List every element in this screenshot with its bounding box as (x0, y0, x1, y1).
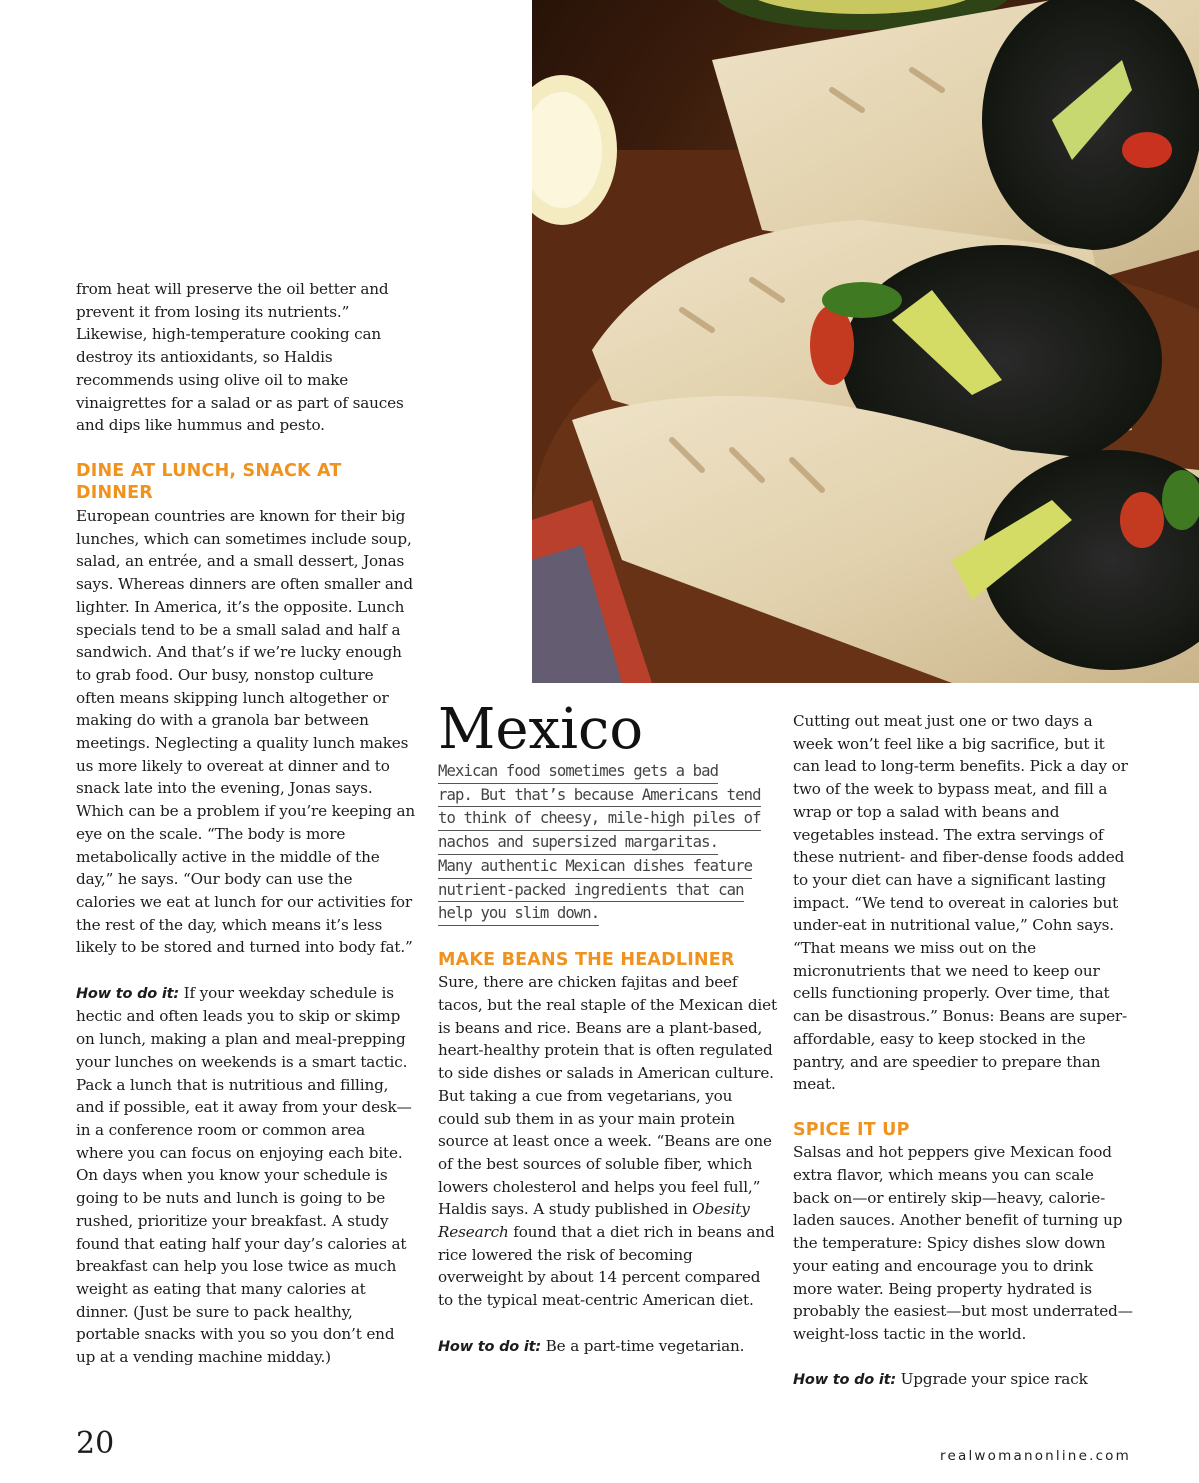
how-to-label: How to do it: (438, 1338, 541, 1355)
heading-beans: MAKE BEANS THE HEADLINER (438, 949, 735, 970)
page-number: 20 (76, 1426, 115, 1461)
paragraph-beans (438, 971, 778, 1312)
section-title-mexico: Mexico (438, 697, 644, 762)
intro-line: Many authentic Mexican dishes feature (438, 855, 752, 879)
how-to-text: Be a part-time vegetarian. (540, 1336, 745, 1355)
heading-spice: SPICE IT UP (793, 1119, 910, 1140)
paragraph-how-to-beans (438, 1335, 778, 1359)
burrito-illustration (532, 0, 1199, 683)
how-to-text: Upgrade your spice rack (895, 1370, 1088, 1389)
paragraph-spice: Salsas and hot peppers give Mexican food extra flavor, which means you can scale back on—or entirely skip—heavy, calorie-laden sauces. Another benefit of turning up the temperature: Spicy dishes slow down your eating and encourage you to drink more water. Being property hydrated is probably the easiest—but most underrated—weight-loss tactic in the world. (793, 1143, 1133, 1343)
intro-line: Mexican food sometimes gets a bad (438, 760, 718, 784)
site-url: realwomanonline.com (940, 1448, 1131, 1464)
heading-dine-at-lunch: DINE AT LUNCH, SNACK AT DINNER (76, 460, 342, 504)
how-to-text: If your weekday schedule is hectic and often leads you to skip or skimp on lunch, making a plan and meal-prepping your lunches on weekends is a smart tactic. Pack a lunch that is nutritious and filling, and if possible, eat it away from your desk—in a conference room or common area where you can focus on enjoying each bite. On days when you know your schedule is going to be nuts and lunch is going to be rushed, prioritize your breakfast. A study found that eating half your day’s calories at breakfast can help you lose twice as much weight as eating that many calories at dinner. (Just be sure to pack healthy, portable snacks with you so you don’t end up at a vending machine midday.) (76, 983, 412, 1367)
paragraph-how-to-lunch (76, 982, 416, 1369)
paragraph-beans-text-b: found that a diet rich in beans and rice lowered the risk of becoming overweight by about 14 percent compared to the typical meat-centric American diet. (438, 1223, 775, 1310)
intro-line: rap. But that’s because Americans tend (438, 784, 761, 808)
how-to-label: How to do it: (76, 985, 179, 1002)
column-right (793, 710, 1133, 1392)
intro-line: to think of cheesy, mile-high piles of (438, 807, 761, 831)
paragraph-beans-text-a: Sure, there are chicken fajitas and beef tacos, but the real staple of the Mexican diet is beans and rice. Beans are a plant-based, heart-healthy protein that is often regulated to side dishes or salads in American culture. But taking a cue from vegetarians, you could sub them in as your main protein source at least once a week. “Beans are one of the best sources of soluble fiber, which lowers cholesterol and helps you feel full,” Haldis says. A study published in (438, 973, 777, 1219)
column-middle (438, 697, 778, 1358)
intro-line: nachos and supersized margaritas. (438, 831, 718, 855)
section-intro (438, 760, 778, 926)
paragraph-how-to-spice (793, 1368, 1133, 1392)
burrito-photo (532, 0, 1199, 683)
journal-title: Obesity Research (438, 1200, 750, 1242)
intro-line: help you slim down. (438, 902, 599, 926)
paragraph-cut-meat: Cutting out meat just one or two days a week won’t feel like a big sacrifice, but it can lead to long-term benefits. Pick a day or two of the week to bypass meat, and fill a wrap or top a salad with beans and vegetables instead. The extra servings of these nutrient- and fiber-dense foods added to your diet can have a significant lasting impact. “We tend to overeat in calories but under-eat in nutritional value,” Cohn says. “That means we miss out on the micronutrients that we need to keep our cells functioning properly. Over time, that can be disastrous.” Bonus: Beans are super-affordable, easy to keep stocked in the pantry, and are speedier to prepare than meat. (793, 712, 1128, 1094)
paragraph-olive-oil: from heat will preserve the oil better and prevent it from losing its nutrients.” Likewise, high-temperature cooking can destroy its antioxidants, so Haldis recommends using olive oil to make vinaigrettes for a salad or as part of sauces and dips like hummus and pesto. (76, 280, 404, 435)
paragraph-lunch: European countries are known for their big lunches, which can sometimes include soup, salad, an entrée, and a small dessert, Jonas says. Whereas dinners are often smaller and lighter. In America, it’s the opposite. Lunch specials tend to be a small salad and half a sandwich. And that’s if we’re lucky enough to grab food. Our busy, nonstop culture often means skipping lunch altogether or making do with a granola bar between meetings. Neglecting a quality lunch makes us more likely to overeat at dinner and to snack late into the evening, Jonas says. Which can be a problem if you’re keeping an eye on the scale. “The body is more metabolically active in the middle of the day,” he says. “Our body can use the calories we eat at lunch for our activities for the rest of the day, which means it’s less likely to be stored and turned into body fat.” (76, 507, 416, 957)
column-left (76, 278, 416, 1369)
intro-line: nutrient-packed ingredients that can (438, 879, 744, 903)
how-to-label: How to do it: (793, 1372, 896, 1389)
